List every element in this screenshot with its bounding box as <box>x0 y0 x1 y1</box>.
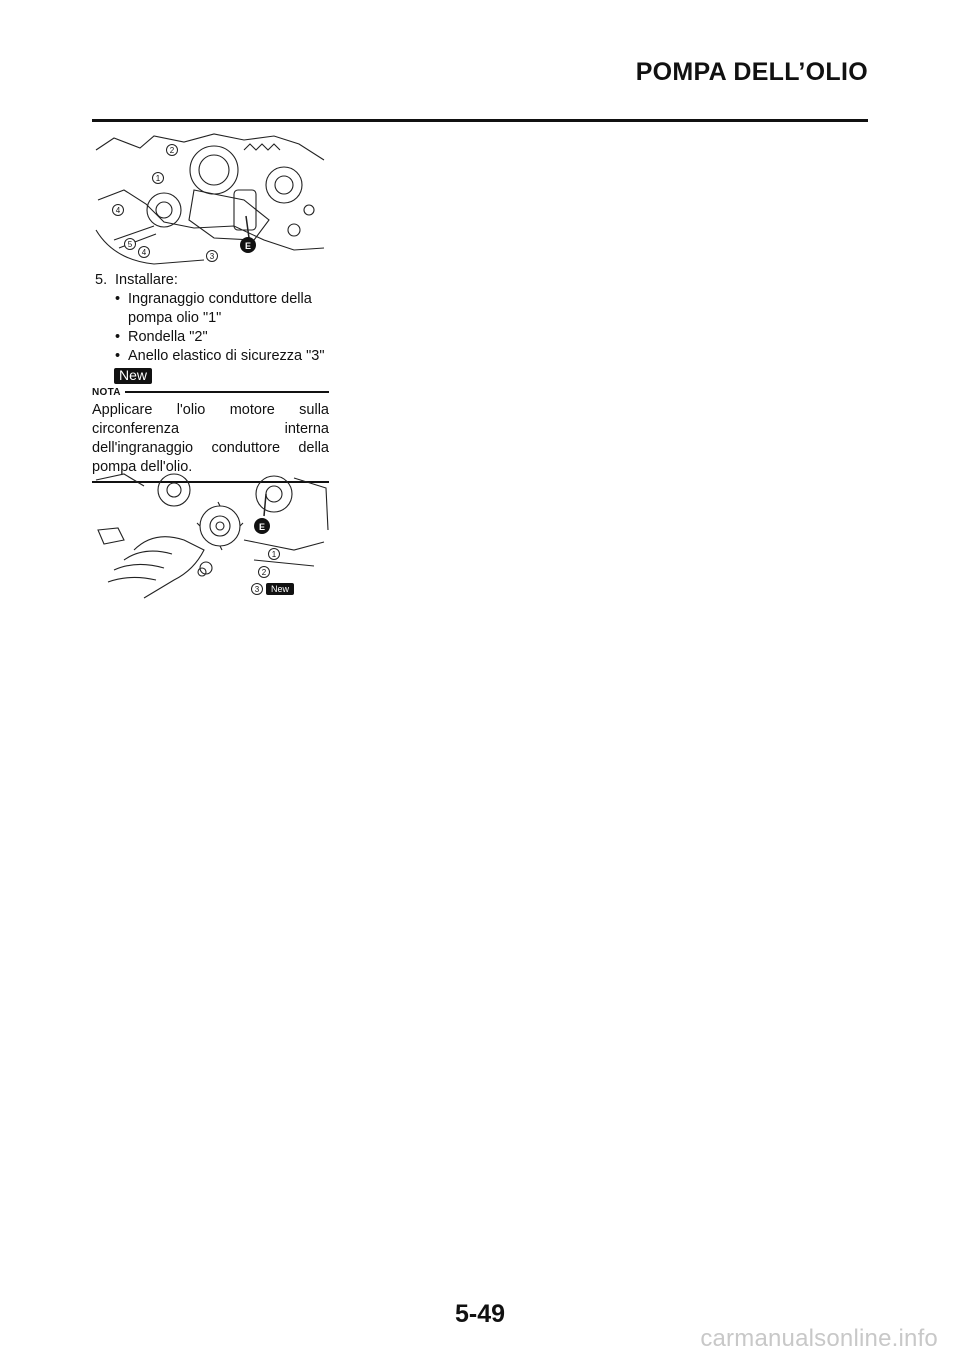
new-part-badge: New <box>270 584 290 594</box>
installation-step <box>95 271 335 386</box>
callout-label: 5 <box>127 240 133 249</box>
note-text: Applicare l'olio motore sulla circonferenza interna dell'ingranaggio conduttore della pompa dell'olio. <box>92 402 329 475</box>
engine-illustration-2 <box>94 470 330 602</box>
step-number: 5. <box>95 272 108 288</box>
page-number: 5-49 <box>454 1300 506 1328</box>
page-title: POMPA DELL’OLIO <box>635 58 868 86</box>
callout-label: 1 <box>271 550 277 559</box>
engine-oil-marker: E <box>258 522 266 532</box>
engine-oil-marker: E <box>244 241 252 251</box>
new-part-badge: New <box>114 368 152 384</box>
note-box <box>92 385 329 483</box>
list-item: • Anello elastico di sicurezza "3" <box>95 347 335 366</box>
callout-label: 4 <box>115 206 121 215</box>
note-divider <box>125 391 329 393</box>
callout-label: 4 <box>141 248 147 257</box>
callout-label: 3 <box>254 585 260 594</box>
callout-label: 2 <box>261 568 267 577</box>
watermark: carmanualsonline.info <box>700 1325 938 1352</box>
callout-label: 1 <box>155 174 161 183</box>
callout-label: 2 <box>169 146 175 155</box>
step-action: Installare: <box>115 272 178 288</box>
callout-label: 3 <box>209 252 215 261</box>
engine-illustration-1 <box>94 130 330 268</box>
note-label: NOTA <box>92 386 121 398</box>
list-item: • Ingranaggio conduttore della pompa olio "1" <box>95 290 335 328</box>
list-item: • Rondella "2" <box>95 328 335 347</box>
header-divider <box>92 119 868 122</box>
